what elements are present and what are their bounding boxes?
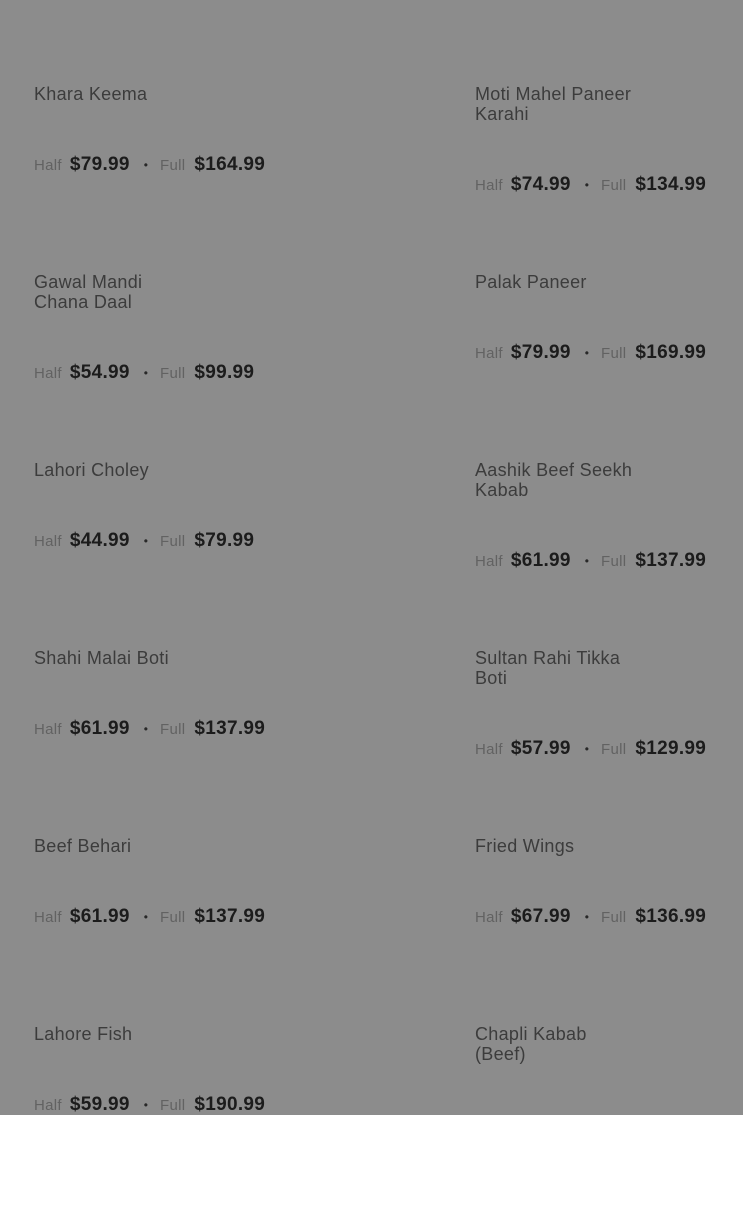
menu-item-name-line: Sultan Rahi Tikka: [475, 648, 621, 668]
full-label: Full: [160, 909, 186, 926]
menu-item-name-line: Khara Keema: [34, 84, 148, 104]
dot-separator-icon: •: [584, 346, 589, 360]
menu-item-name-line: Shahi Malai Boti: [34, 648, 169, 668]
half-price: $61.99: [69, 906, 130, 927]
half-label: Half: [34, 365, 62, 382]
full-price: $99.99: [194, 362, 255, 383]
dot-separator-icon: •: [584, 742, 589, 756]
full-price: $136.99: [635, 906, 707, 927]
half-label: Half: [34, 533, 62, 550]
menu-item-name-line: Moti Mahel Paneer: [475, 84, 632, 104]
full-label: Full: [601, 741, 627, 758]
half-price: $61.99: [69, 718, 130, 739]
full-label: Full: [160, 365, 186, 382]
half-price: $57.99: [510, 738, 571, 759]
full-price: $134.99: [635, 174, 707, 195]
menu-item-name-line: Beef Behari: [34, 836, 132, 856]
full-price: $190.99: [194, 1094, 266, 1115]
menu-item-name-line: Lahore Fish: [34, 1024, 133, 1044]
full-price: $169.99: [635, 342, 707, 363]
menu-item-name-line: Chapli Kabab: [475, 1024, 587, 1044]
full-label: Full: [601, 553, 627, 570]
half-label: Half: [34, 157, 62, 174]
full-label: Full: [160, 721, 186, 738]
half-price: $67.99: [510, 906, 571, 927]
half-label: Half: [475, 177, 503, 194]
full-price: $129.99: [635, 738, 707, 759]
full-label: Full: [601, 909, 627, 926]
full-price: $79.99: [194, 530, 255, 551]
menu-item-name-line: Palak Paneer: [475, 272, 587, 292]
dot-separator-icon: •: [584, 178, 589, 192]
full-price: $137.99: [635, 550, 707, 571]
menu-item-name-line: Gawal Mandi: [34, 272, 143, 292]
full-price: $164.99: [194, 154, 266, 175]
half-price: $44.99: [69, 530, 130, 551]
dot-separator-icon: •: [143, 158, 148, 172]
half-label: Half: [475, 553, 503, 570]
menu-item-name-line: Kabab: [475, 480, 529, 500]
half-price: $79.99: [510, 342, 571, 363]
dot-separator-icon: •: [143, 910, 148, 924]
menu-item-name-line: Lahori Choley: [34, 460, 149, 480]
dot-separator-icon: •: [584, 554, 589, 568]
half-price: $79.99: [69, 154, 130, 175]
half-label: Half: [34, 721, 62, 738]
half-price: $61.99: [510, 550, 571, 571]
half-label: Half: [475, 741, 503, 758]
full-label: Full: [601, 177, 627, 194]
half-price: $74.99: [510, 174, 571, 195]
menu-item-name-line: Boti: [475, 668, 508, 688]
full-price: $137.99: [194, 906, 266, 927]
full-label: Full: [160, 157, 186, 174]
full-label: Full: [160, 533, 186, 550]
half-price: $59.99: [69, 1094, 130, 1115]
half-price: $54.99: [69, 362, 130, 383]
dot-separator-icon: •: [584, 910, 589, 924]
dot-separator-icon: •: [143, 366, 148, 380]
menu-item-name-line: Aashik Beef Seekh: [475, 460, 633, 480]
half-label: Half: [34, 1097, 62, 1114]
menu-item-name-line: Karahi: [475, 104, 529, 124]
menu-item-name-line: Fried Wings: [475, 836, 575, 856]
half-label: Half: [34, 909, 62, 926]
menu-item-name-line: Chana Daal: [34, 292, 133, 312]
half-label: Half: [475, 909, 503, 926]
half-label: Half: [475, 345, 503, 362]
full-label: Full: [601, 345, 627, 362]
full-label: Full: [160, 1097, 186, 1114]
menu-item-name-line: (Beef): [475, 1044, 526, 1064]
dot-separator-icon: •: [143, 722, 148, 736]
dot-separator-icon: •: [143, 1098, 148, 1112]
full-price: $137.99: [194, 718, 266, 739]
dot-separator-icon: •: [143, 534, 148, 548]
